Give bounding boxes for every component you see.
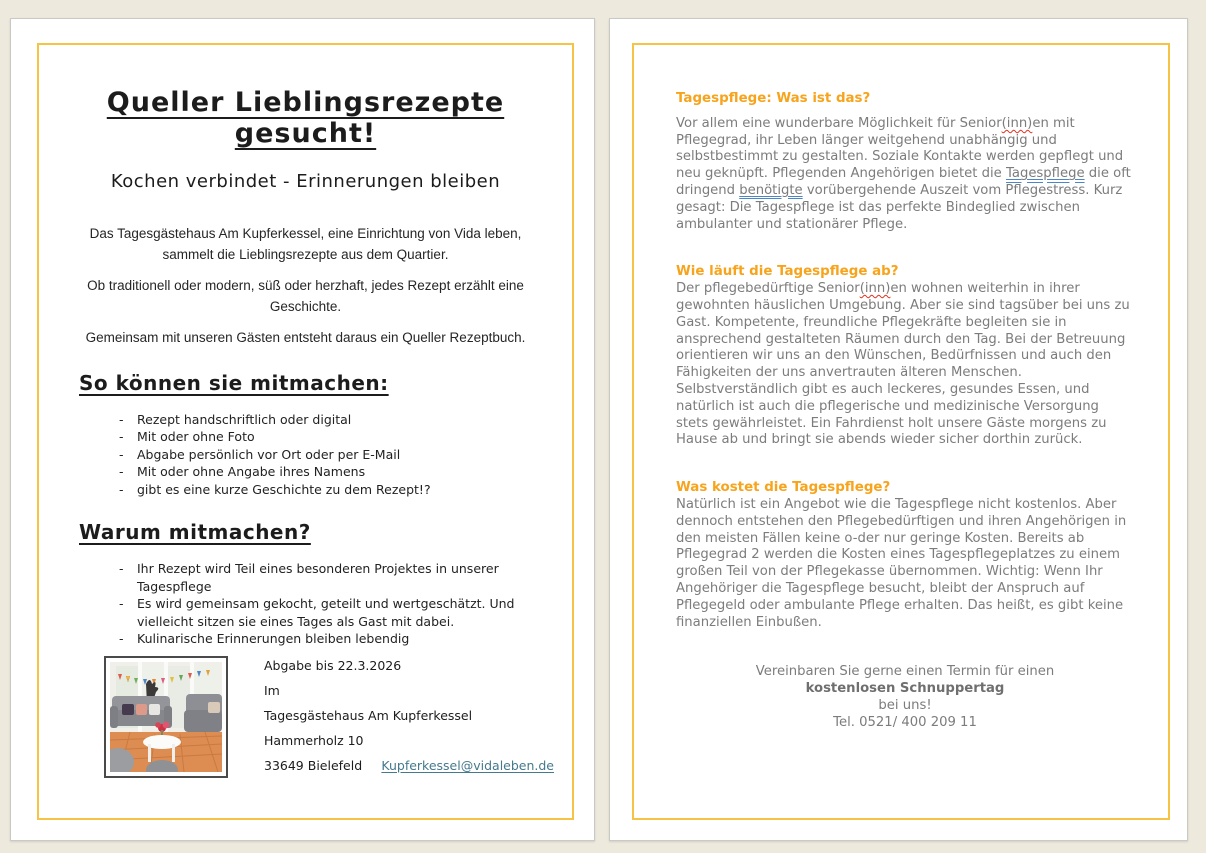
phone-number: Tel. 0521/ 400 209 11 [833, 714, 977, 730]
page-title: Queller Lieblingsrezepte gesucht! [106, 87, 505, 149]
intro-paragraph: Das Tagesgästehaus Am Kupferkessel, eine Einrichtung von Vida leben, sammelt die Lieblingsrezepte aus dem Quartier. [89, 226, 522, 262]
text-run: Der pflegebedürftige Senior [676, 281, 860, 297]
list-item: - Es wird gemeinsam gekocht, geteilt und wertgeschätzt. Und vielleicht sitzen sie eines Tages als Gast mit dabei. [119, 595, 549, 630]
contact-block [264, 653, 554, 778]
intro-paragraph: Ob traditionell oder modern, süß oder herzhaft, jedes Rezept erzählt eine Geschichte. [87, 277, 524, 314]
text-run: die oft dringend [676, 166, 1131, 198]
why-join-list [119, 560, 549, 648]
living-room-illustration [110, 662, 222, 772]
section-heading-what-is-daycare: Tagespflege: Was ist das? [676, 91, 871, 106]
paragraph-daycare-cost: Natürlich ist ein Angebot wie die Tagespflege nicht kostenlos. Aber dennoch entstehen den Pflegebedürftigen und ihren Angehörigen in den meisten Fällen keine o-der nur geringe Kosten. Bereits ab Pflegegrad 2 werden die Kosten eines Tagespflegeplatzes zu einem großen Teil von der Pflegekasse übernommen. Wichtig: Wenn Ihr Angehöriger die Tagespflege besucht, bleibt der Anspruch auf Pflegegeld oder ambulante Pflege erhalten. Das heißt, es gibt keine finanziellen Einbußen. [676, 496, 1127, 630]
city-address: 33649 Bielefeld [264, 758, 363, 773]
text-run: vorübergehende Auszeit vom Pflegestress. Kurz gesagt: Die Tagespflege ist das perfekte Bindeglied zwischen ambulanter und stationärer Pflege. [676, 182, 1123, 232]
page-left [10, 18, 595, 841]
text-run: en mit Pflegegrad, ihr Leben länger weitgehend unabhängig und selbstbestimmt zu gestalten. Soziale Kontakte werden gepflegt und neu geknüpft. Pflegenden Angehörigen bietet die [676, 115, 1124, 182]
list-item: - Abgabe persönlich vor Ort oder per E-Mail [119, 446, 549, 464]
street-address: Hammerholz 10 [264, 733, 364, 748]
text-run: en wohnen weiterhin in ihrer gewohnten häuslichen Umgebung. Aber sie sind tagsüber bei uns zu Gast. Kompetente, freundliche Pflegekräfte begleiten sie in ansprechend gestalteten Räumen durch den Tag. Bei der Betreuung orientieren wir uns an den Wünschen, Bedürfnissen und auch den Fähigkeiten der uns anvertrauten älteren Menschen. Selbstverständlich gibt es auch leckeres, gesundes Essen, und natürlich ist auch die pflegerische und medizinische Versorgung stets gewährleistet. Ein Fahrdienst holt unsere Gäste morgens zu Hause ab und bringt sie abends wieder sicher dorthin zurück. [676, 281, 1130, 448]
list-item: - Kulinarische Erinnerungen bleiben lebendig [119, 630, 549, 648]
right-page-content [676, 91, 1134, 732]
section-heading-how-daycare-works: Wie läuft die Tagespflege ab? [676, 264, 899, 280]
section-heading-daycare-cost: Was kostet die Tagespflege? [676, 480, 891, 496]
footer-line: Vereinbaren Sie gerne einen Termin für einen [755, 664, 1055, 680]
section-heading-how-to-join: So können sie mitmachen: [79, 370, 389, 395]
spellcheck-flagged-text: (inn) [1001, 115, 1033, 131]
page-subtitle: Kochen verbindet - Erinnerungen bleiben [110, 171, 501, 192]
deadline-text: Abgabe bis 22.3.2026 [264, 658, 402, 673]
left-page-content [39, 45, 572, 648]
list-item: - Rezept handschriftlich oder digital [119, 411, 549, 429]
email-link[interactable]: Kupferkessel@vidaleben.de [381, 758, 554, 773]
living-room-photo [104, 656, 228, 778]
footer-line: bei uns! [878, 697, 932, 713]
how-to-join-list [119, 411, 549, 499]
intro-paragraph: Gemeinsam mit unseren Gästen entsteht daraus ein Queller Rezeptbuch. [85, 329, 526, 345]
page-right [609, 18, 1188, 841]
footer-highlight: kostenlosen Schnuppertag [805, 681, 1005, 697]
underlined-word-benoetigte[interactable]: benötigte [739, 182, 803, 198]
list-item: - gibt es eine kurze Geschichte zu dem Rezept!? [119, 481, 549, 499]
section-heading-why-join: Warum mitmachen? [79, 520, 311, 545]
appointment-footer [676, 664, 1134, 731]
list-item: - Ihr Rezept wird Teil eines besonderen Projektes in unserer Tagespflege [119, 560, 549, 595]
paragraph-what-is-daycare [676, 116, 1134, 234]
text-run: Vor allem eine wunderbare Möglichkeit für Senior [676, 115, 1002, 131]
paragraph-how-daycare-works [676, 281, 1134, 449]
contact-line: Im [264, 683, 280, 698]
underlined-word-tagespflege[interactable]: Tagespflege [1006, 166, 1085, 182]
list-item: - Mit oder ohne Angabe ihres Namens [119, 463, 549, 481]
intro-paragraphs [63, 224, 549, 349]
list-item: - Mit oder ohne Foto [119, 428, 549, 446]
facility-name: Tagesgästehaus Am Kupferkessel [264, 708, 473, 723]
spellcheck-flagged-text: (inn) [859, 281, 891, 297]
